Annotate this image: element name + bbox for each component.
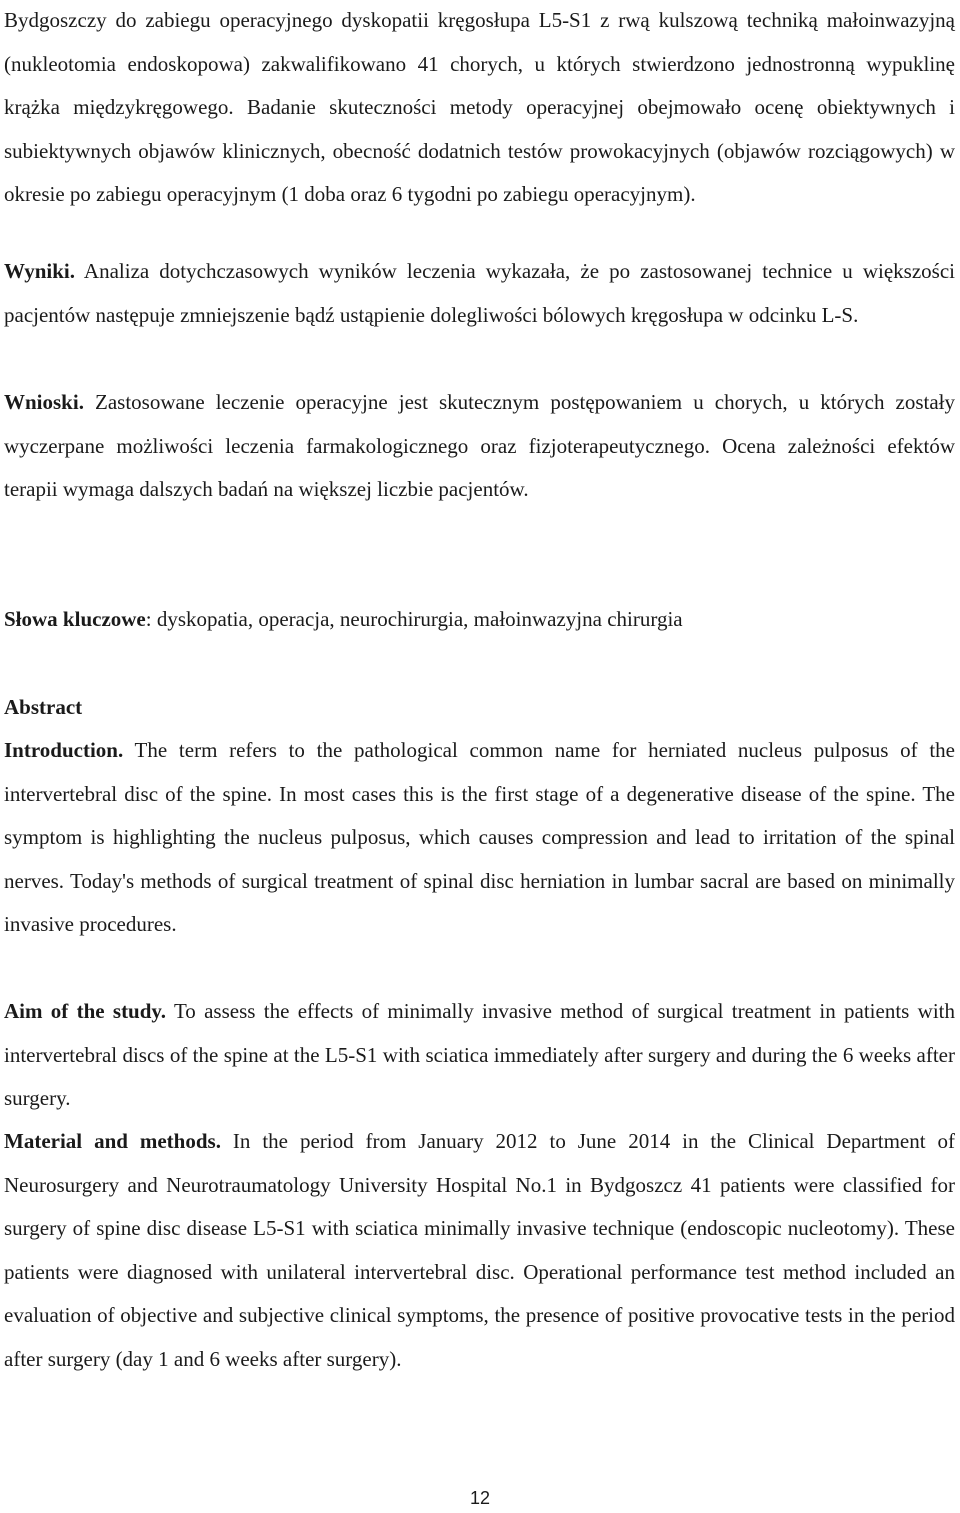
methods-paragraph	[4, 1120, 955, 1381]
polish-results-paragraph	[4, 250, 955, 337]
keywords-label: Słowa kluczowe	[4, 607, 146, 631]
aim-paragraph	[4, 990, 955, 1121]
results-label: Wyniki.	[4, 259, 75, 283]
methods-text: In the period from January 2012 to June 2014 in the Clinical Department of Neurosurgery and Neurotraumatology University Hospital No.1 in Bydgoszcz 41 patients were classified for surgery of spine disc disease L5-S1 with sciatica minimally invasive technique (endoscopic nucleotomy). These patients were diagnosed with unilateral intervertebral disc. Operational performance test method included an evaluation of objective and subjective clinical symptoms, the presence of positive provocative tests in the period after surgery (day 1 and 6 weeks after surgery).	[4, 1129, 955, 1371]
conclusions-text: Zastosowane leczenie operacyjne jest skutecznym postępowaniem u chorych, u których zostały wyczerpane możliwości leczenia farmakologicznego oraz fizjoterapeutycznego. Ocena zależności efektów terapii wymaga dalszych badań na większej liczbie pacjentów.	[4, 390, 955, 501]
keywords-text: : dyskopatia, operacja, neurochirurgia, małoinwazyjna chirurgia	[145, 607, 683, 631]
introduction-label: Introduction.	[4, 738, 124, 762]
polish-methods-text: Bydgoszczy do zabiegu operacyjnego dyskopatii kręgosłupa L5-S1 z rwą kulszową techniką małoinwazyjną (nukleotomia endoskopowa) zakwalifikowano 41 chorych, u których stwierdzono jednostronną wypuklinę krążka międzykręgowego. Badanie skuteczności metody operacyjnej obejmowało ocenę obiektywnych i subiektywnych objawów klinicznych, obecność dodatnich testów prowokacyjnych (objawów rozciągowych) w okresie po zabiegu operacyjnym (1 doba oraz 6 tygodni po zabiegu operacyjnym).	[4, 8, 955, 206]
polish-methods-paragraph	[4, 0, 955, 217]
methods-label: Material and methods.	[4, 1129, 221, 1153]
keywords-line	[4, 598, 955, 642]
aim-label: Aim of the study.	[4, 999, 167, 1023]
introduction-paragraph	[4, 729, 955, 947]
aim-text: To assess the effects of minimally invasive method of surgical treatment in patients with intervertebral discs of the spine at the L5-S1 with sciatica immediately after surgery and during the 6 weeks after surgery.	[4, 999, 955, 1110]
abstract-heading: Abstract	[4, 695, 83, 719]
polish-conclusions-paragraph	[4, 381, 955, 512]
page-number: 12	[469, 1488, 491, 1508]
conclusions-label: Wnioski.	[4, 390, 84, 414]
results-text: Analiza dotychczasowych wyników leczenia wykazała, że po zastosowanej technice u większości pacjentów następuje zmniejszenie bądź ustąpienie dolegliwości bólowych kręgosłupa w odcinku L-S.	[4, 259, 955, 327]
introduction-text: The term refers to the pathological common name for herniated nucleus pulposus of the intervertebral disc of the spine. In most cases this is the first stage of a degenerative disease of the spine. The symptom is highlighting the nucleus pulposus, which causes compression and lead to irritation of the spinal nerves. Today's methods of surgical treatment of spinal disc herniation in lumbar sacral are based on minimally invasive procedures.	[4, 738, 955, 936]
